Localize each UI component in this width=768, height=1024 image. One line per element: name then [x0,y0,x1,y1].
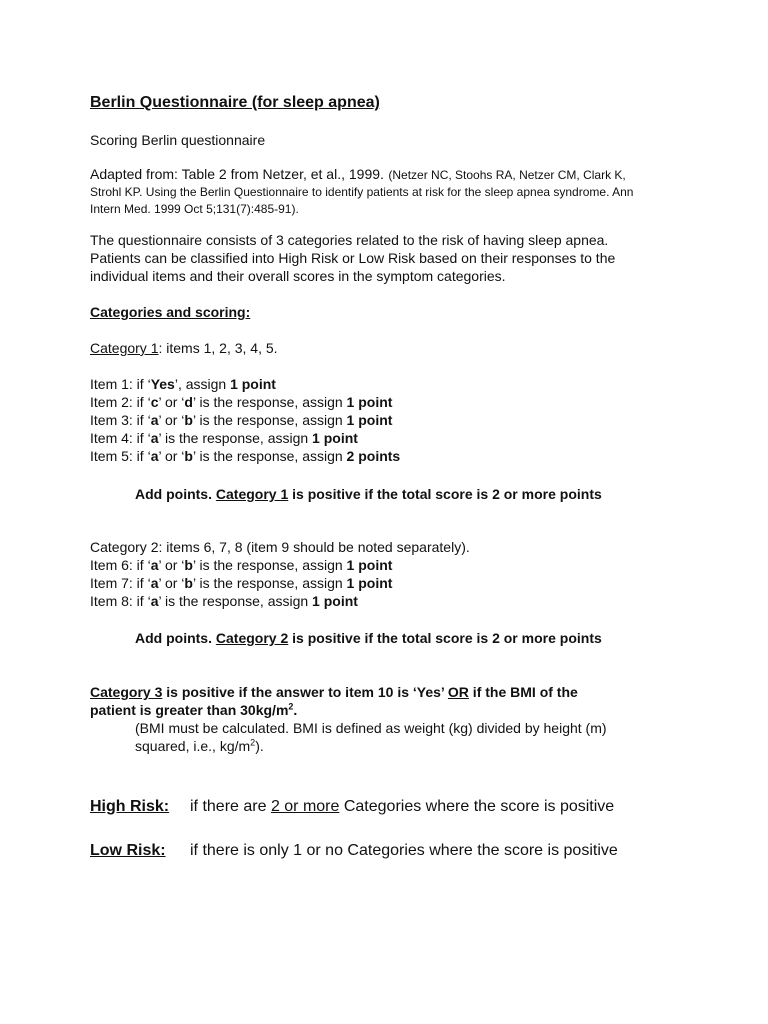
list-item: Item 8: if ‘a’ is the response, assign 1 point [90,593,358,609]
bmi-note: (BMI must be calculated. BMI is defined as weight (kg) divided by height (m) squared, i.e., $kg/m^2$). [135,720,607,754]
intro-line-2: Patients can be classified into High Risk or Low Risk based on their responses to the [90,250,616,266]
list-item: Item 4: if ‘a’ is the response, assign 1 point [90,430,358,446]
scoring-heading: Scoring Berlin questionnaire [90,132,266,148]
category-3-label: Category 3 [90,684,163,700]
citation-line-2: Strohl KP. Using the Berlin Questionnaire to identify patients at risk for the sleep apnea syndrome. Ann [90,185,634,199]
intro-paragraph [90,231,615,285]
high-risk-emphasis: 2 or more [270,798,340,815]
list-item: Item 1: if ‘Yes’, assign 1 point [90,376,276,392]
list-item: Item 3: if ‘a’ or ‘b’ is the response, assign 1 point [90,412,393,428]
category-2-intro: Category 2: items 6, 7, 8 (item 9 should be noted separately). [90,539,470,555]
category-1-items [90,375,400,465]
citation-line-1: (Netzer NC, Stoohs RA, Netzer CM, Clark K, [388,168,626,182]
list-item: Item 2: if ‘c’ or ‘d’ is the response, assign 1 point [90,394,393,410]
category-3-rule: Category 3 is positive if the answer to item 10 is ‘Yes’ OR if the BMI of the patient is greater than $30kg/m^2$. [90,684,578,718]
category-2-rule-label: Category 2 [215,630,289,646]
adapted-main: Adapted from: Table 2 from Netzer, et al., 1999. [90,166,384,182]
high-risk-label: High Risk: [90,798,170,815]
list-item: Item 6: if ‘a’ or ‘b’ is the response, assign 1 point [90,557,393,573]
intro-line-3: individual items and their overall scores in the symptom categories. [90,268,506,284]
category-1-intro [90,339,278,357]
category-1-items-text: : items 1, 2, 3, 4, 5. [158,340,278,356]
page-title: Berlin Questionnaire (for sleep apnea) [90,94,380,111]
category-2-rule: Add points. Category 2 is positive if the total score is 2 or more points [135,630,602,646]
category-1-label: Category 1 [90,340,159,356]
category-1-rule: Add points. Category 1 is positive if the total score is 2 or more points [135,486,602,502]
category-2-items [90,556,392,610]
categories-heading: Categories and scoring: [90,304,251,320]
list-item: Item 7: if ‘a’ or ‘b’ is the response, assign 1 point [90,575,393,591]
intro-line-1: The questionnaire consists of 3 categories related to the risk of having sleep apnea. [90,232,609,248]
list-item: Item 5: if ‘a’ or ‘b’ is the response, assign 2 points [90,448,401,464]
low-risk-label: Low Risk: [90,842,166,859]
category-1-rule-label: Category 1 [215,486,289,502]
high-risk-row: High Risk: if there are 2 or more Categories where the score is positive [90,798,615,815]
adapted-from [90,165,633,218]
or-emphasis: OR [447,684,469,700]
low-risk-row: Low Risk: if there is only 1 or no Categories where the score is positive [90,842,618,859]
citation-line-3: Intern Med. 1999 Oct 5;131(7):485-91). [90,202,299,216]
